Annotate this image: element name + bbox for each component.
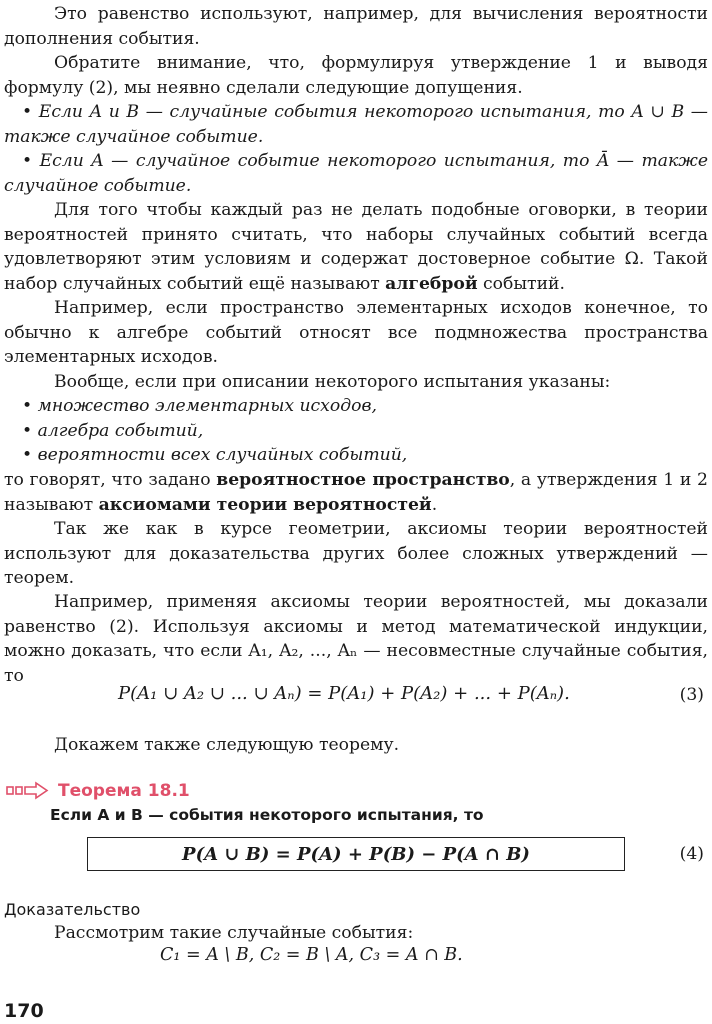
bullet-union: • Если A и B — случайные события некоторого испытания, то A ∪ B — также случайное событие. xyxy=(4,102,708,147)
bullet-algebra: • алгебра событий, xyxy=(22,421,204,441)
paragraph-induction: Например, применяя аксиомы теории вероятностей, мы доказали равенство (2). Используя аксиомы и метод математической индукции, можно доказать, что если A₁, A₂, ..., Aₙ — несовместные случайные события, то xyxy=(4,592,708,686)
equation-label-3: (3) xyxy=(679,685,704,705)
paragraph-geometry: Так же как в курсе геометрии, аксиомы теории вероятностей используют для доказательства других более сложных утверждений — теорем. xyxy=(4,519,708,589)
term-axioms: аксиомами теории вероятностей xyxy=(98,494,432,515)
axioms-tail: . xyxy=(431,494,438,515)
paragraph-description: Вообще, если при описании некоторого испытания указаны: xyxy=(54,372,611,392)
formula-3: P(A₁ ∪ A₂ ∪ ... ∪ Aₙ) = P(A₁) + P(A₂) + ... + P(Aₙ). xyxy=(118,683,570,704)
theorem-header xyxy=(6,780,190,802)
paragraph-finite-space: Например, если пространство элементарных исходов конечное, то обычно к алгебре событий относят все подмножества пространства элементарных исходов. xyxy=(4,298,708,368)
paragraph-assumptions: Обратите внимание, что, формулируя утверждение 1 и выводя формулу (2), мы неявно сделали следующие допущения. xyxy=(4,53,708,98)
theorem-formula-box xyxy=(87,837,625,871)
proof-intro: Рассмотрим такие случайные события: xyxy=(54,923,414,943)
proof-heading: Доказательство xyxy=(4,900,141,919)
theorem-formula: P(A ∪ B) = P(A) + P(B) − P(A ∩ B) xyxy=(182,843,530,865)
prob-space-mid: , а утверждения 1 и 2 называют xyxy=(4,470,708,515)
theorem-arrow-icon xyxy=(6,780,50,802)
term-prob-space: вероятностное пространство xyxy=(216,470,510,490)
paragraph-algebra xyxy=(4,198,708,296)
theorem-title: Теорема 18.1 xyxy=(58,781,190,801)
term-algebra: алгеброй xyxy=(385,273,478,294)
prob-space-text: то говорят, что задано xyxy=(4,470,211,490)
bullet-probabilities: • вероятности всех случайных событий, xyxy=(22,445,408,465)
bullet-outcomes: • множество элементарных исходов, xyxy=(22,396,377,416)
paragraph-prob-space xyxy=(4,468,708,517)
theorem-statement: Если A и B — события некоторого испытания, то xyxy=(50,806,484,824)
algebra-text: Для того чтобы каждый раз не делать подобные оговорки, в теории вероятностей принято считать, что наборы случайных событий всегда удовлетворяют этим условиям и содержат достоверное событие Ω. Такой набор случайных событий ещё называют xyxy=(4,200,708,294)
page-number: 170 xyxy=(4,1000,44,1022)
algebra-tail: событий. xyxy=(477,273,565,294)
bullet-complement: • Если A — случайное событие некоторого испытания, то Ā — также случайное событие. xyxy=(4,151,708,196)
equation-label-4: (4) xyxy=(679,844,704,864)
paragraph-next-theorem: Докажем также следующую теорему. xyxy=(54,735,400,755)
paragraph-complement: Это равенство используют, например, для вычисления вероятности дополнения события. xyxy=(4,4,708,49)
proof-formula: C₁ = A \ B, C₂ = B \ A, C₃ = A ∩ B. xyxy=(160,945,463,965)
